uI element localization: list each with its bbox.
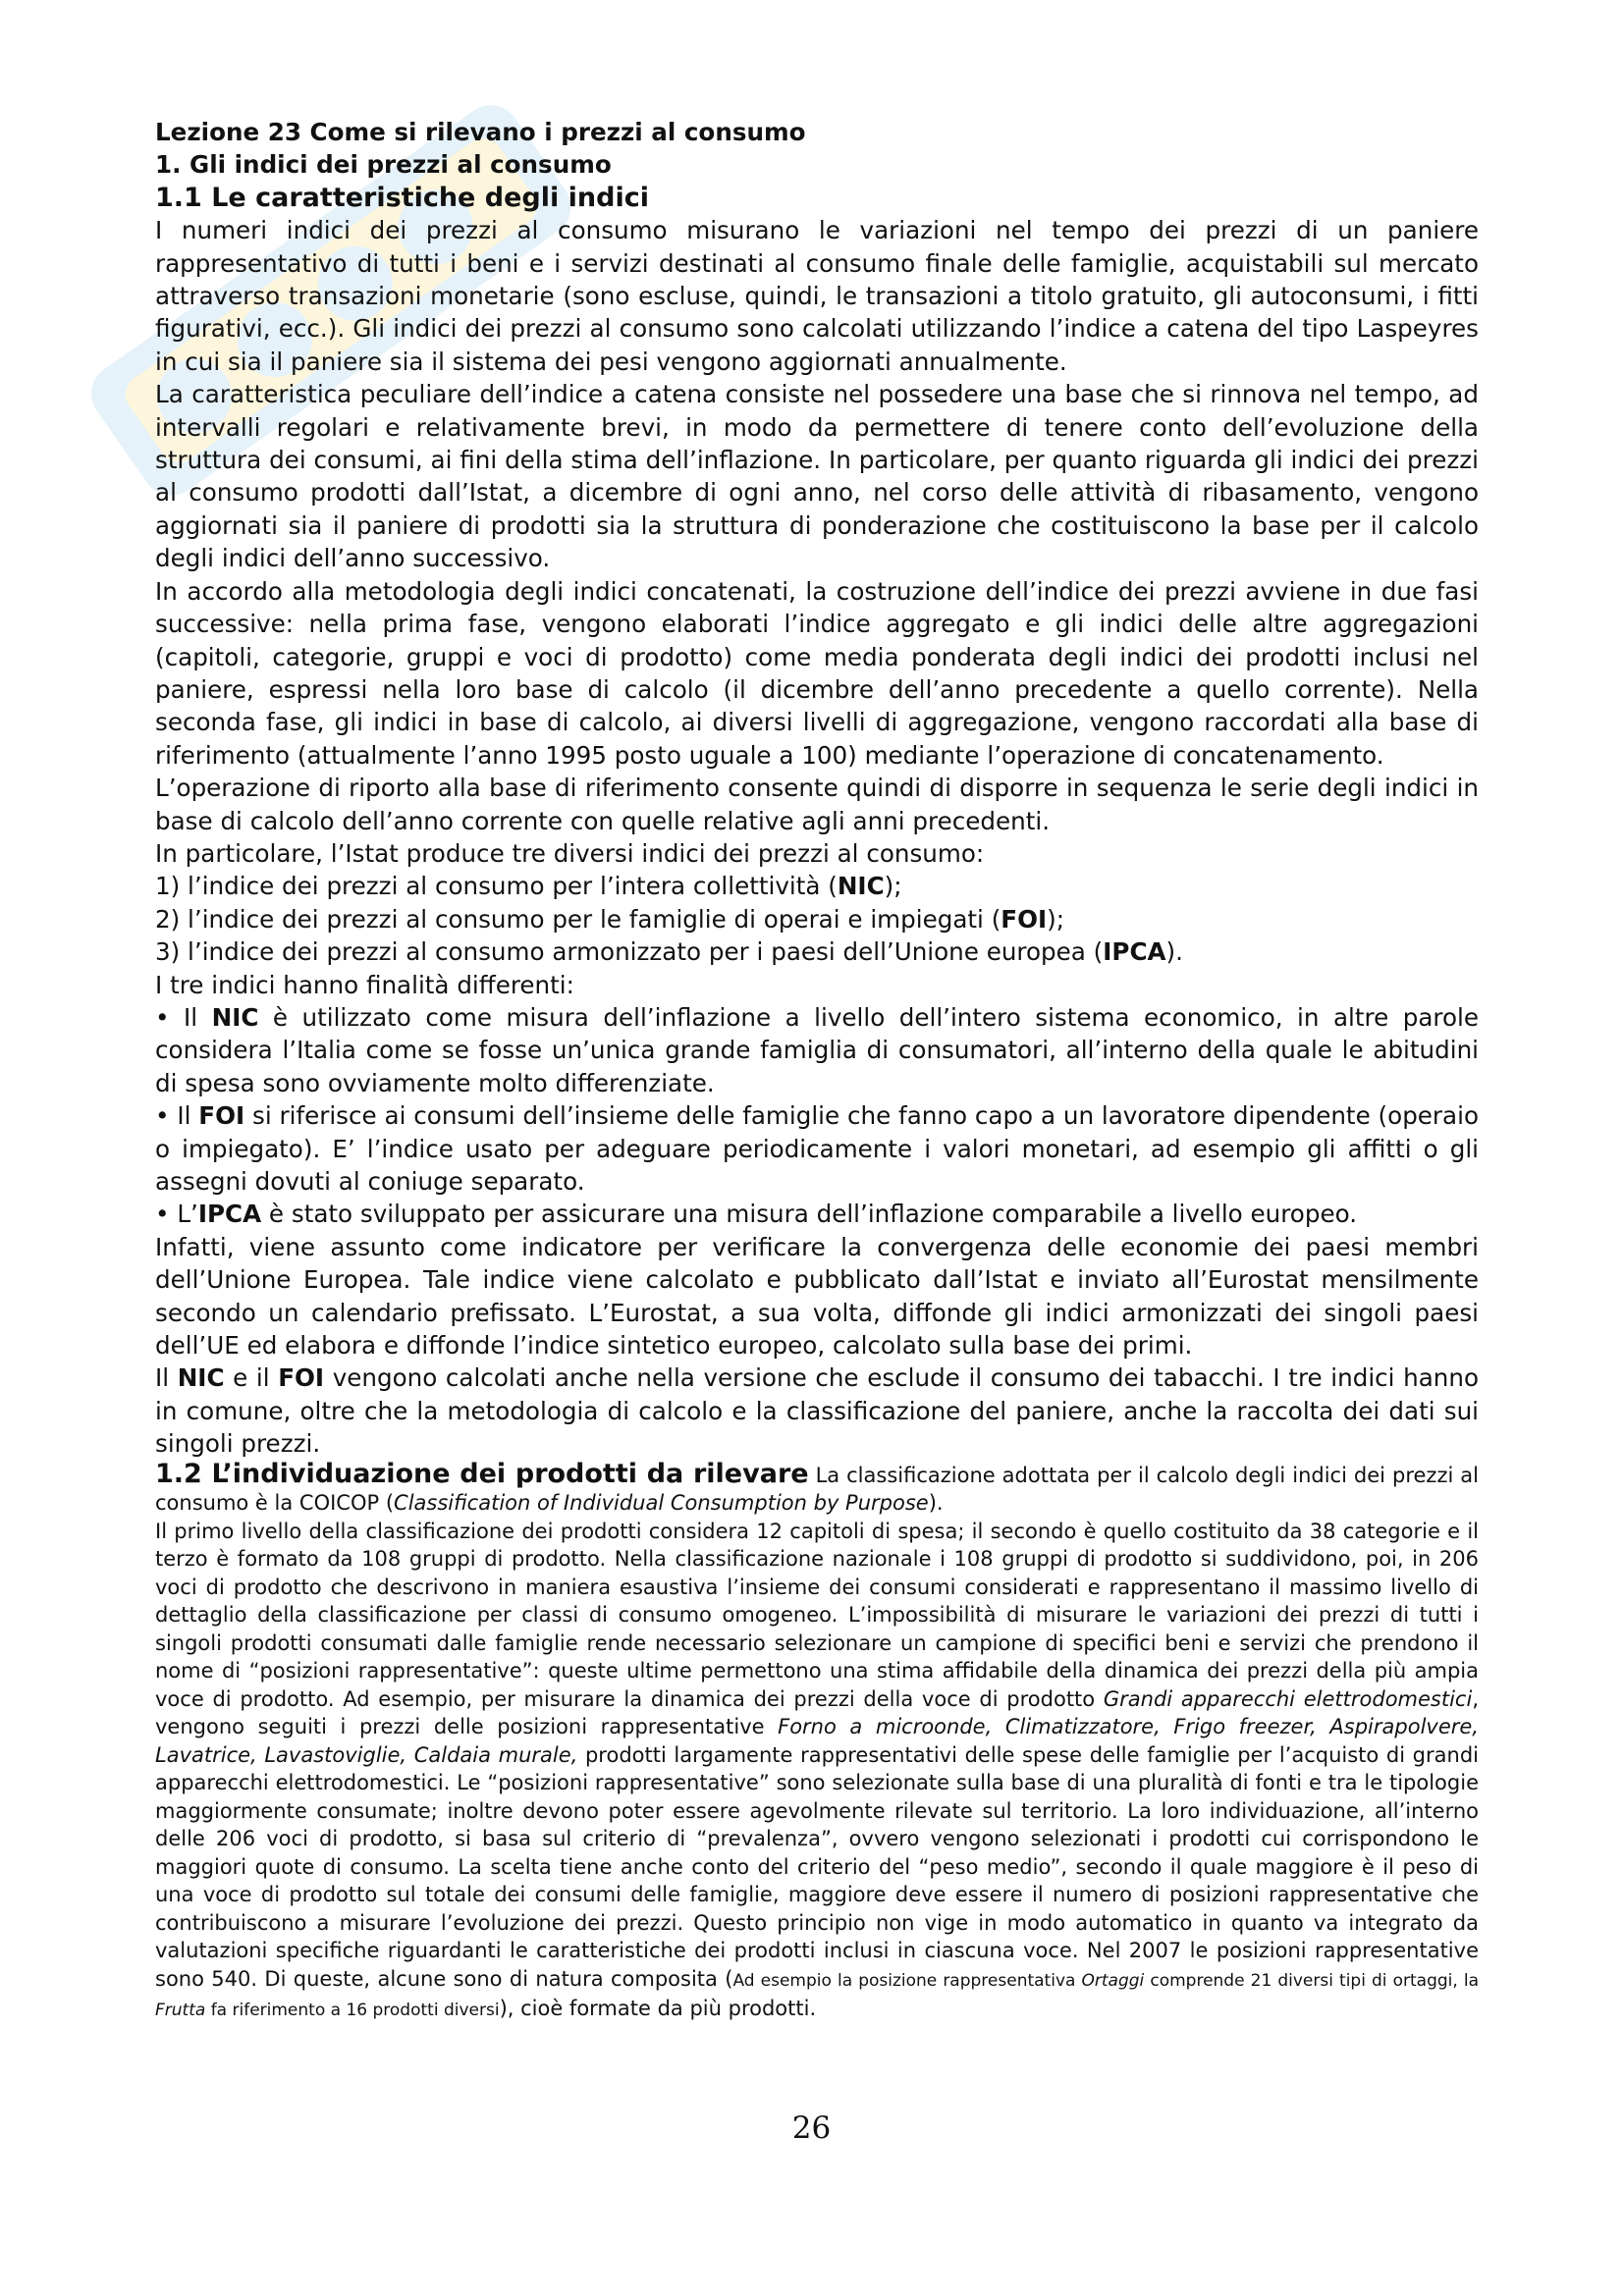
paragraph: L’operazione di riporto alla base di riferimento consente quindi di disporre in sequenza le serie degli indici in base di calcolo dell’anno corrente con quelle relative agli anni precedenti. (155, 774, 1479, 835)
paragraph: I tre indici hanno finalità differenti: (155, 970, 574, 999)
document-page (155, 116, 1479, 2025)
paragraph: Il NIC e il FOI vengono calcolati anche nella versione che esclude il consumo dei tabacchi. I tre indici hanno in comune, oltre che la metodologia di calcolo e la classificazione del paniere, anche la raccolta dei dati sui singoli prezzi. (155, 1363, 1480, 1459)
paragraph: Infatti, viene assunto come indicatore per verificare la convergenza delle economie dei paesi membri dell’Unione Europea. Tale indice viene calcolato e pubblicato dall’Istat e inviato all’Eurostat mensilmente secondo un calendario prefissato. L’Eurostat, a sua volta, diffonde gli indici armonizzati dei singoli paesi dell’UE ed elabora e diffonde l’indice sintetico europeo, calcolato sulla base dei primi. (155, 1232, 1479, 1361)
paragraph: La caratteristica peculiare dell’indice a catena consiste nel possedere una base che si rinnova nel tempo, ad intervalli regolari e relativamente brevi, in modo da permettere di tenere conto dell’evoluzione della struttura dei consumi, ai fini della stima dell’inflazione. In particolare, per quanto riguarda gli indici dei prezzi al consumo prodotti dall’Istat, a dicembre di ogni anno, nel corso delle attività di ribasamento, vengono aggiornati sia il paniere di prodotti sia la struttura di ponderazione che costituiscono la base per il calcolo degli indici dell’anno successivo. (155, 380, 1479, 573)
footnote-inline: Ad esempio la posizione rappresentativa Ortaggi comprende 21 diversi tipi di ortaggi, la Frutta fa riferimento a 16 prodotti diversi (155, 1970, 1480, 2021)
paragraph: Il primo livello della classificazione dei prodotti considera 12 capitoli di spesa; il secondo è quello costituito da 38 categorie e il terzo è formato da 108 gruppi di prodotto. Nella classificazione nazionale i 108 gruppi di prodotto si suddividono, poi, in 206 voci di prodotto che descrivono in maniera esaustiva l’insieme dei consumi considerati e rappresentano il massimo livello di dettaglio della classificazione per classi di consumo omogeneo. L’impossibilità di misurare le variazioni dei prezzi di tutti i singoli prodotti consumati dalle famiglie rende necessario selezionare un campione di specifici beni e servizi che prendono il nome di “posizioni rappresentative”: queste ultime permettono una stima affidabile della dinamica dei prezzi della più ampia voce di prodotto. Ad esempio, per misurare la dinamica dei prezzi della voce di prodotto Grandi apparecchi elettrodomestici, vengono seguiti i prezzi delle posizioni rappresentative Forno a microonde, Climatizzatore, Frigo freezer, Aspirapolvere, Lavatrice, Lavastoviglie, Caldaia murale, prodotti largamente rappresentativi delle spese delle famiglie per l’acquisto di grandi apparecchi elettrodomestici. Le “posizioni rappresentative” sono selezionate sulla base di una pluralità di fonti e tra le tipologie maggiormente consumate; inoltre devono poter essere agevolmente rilevate sul territorio. La loro individuazione, all’interno delle 206 voci di prodotto, si basa sul criterio di “prevalenza”, ovvero vengono selezionati i prodotti cui corrispondono le maggiori quote di consumo. La scelta tiene anche conto del criterio del “peso medio”, secondo il quale maggiore è il peso di una voce di prodotto sul totale dei consumi delle famiglie, maggiore deve essere il numero di posizioni rappresentative che contribuiscono a misurare l’evoluzione dei prezzi. Questo principio non vige in modo automatico in quanto va integrato da valutazioni specifiche riguardanti le caratteristiche dei prodotti inclusi in ciascuna voce. Nel 2007 le posizioni rappresentative sono 540. Di queste, alcune sono di natura composita (Ad esempio la posizione rappresentativa Ortaggi comprende 21 diversi tipi di ortaggi, la Frutta fa riferimento a 16 prodotti diversi), cioè formate da più prodotti. (155, 1519, 1480, 2021)
lesson-title: Lezione 23 Come si rilevano i prezzi al consumo (155, 118, 806, 146)
bullet-item: • L’IPCA è stato sviluppato per assicurare una misura dell’inflazione comparabile a livello europeo. (155, 1200, 1358, 1229)
subsection-heading: 1.2 L’individuazione dei prodotti da rilevare (155, 1458, 809, 1489)
section-heading: 1. Gli indici dei prezzi al consumo (155, 150, 612, 180)
bullet-item: • Il FOI si riferisce ai consumi dell’insieme delle famiglie che fanno capo a un lavoratore dipendente (operaio o impiegato). E’ l’indice usato per adeguare periodicamente i valori monetari, ad esempio gli affitti o gli assegni dovuti al coniuge separato. (155, 1101, 1479, 1196)
list-item: 1) l’indice dei prezzi al consumo per l’intera collettività (NIC); (155, 872, 902, 901)
paragraph: In particolare, l’Istat produce tre diversi indici dei prezzi al consumo: (155, 838, 985, 868)
list-item: 2) l’indice dei prezzi al consumo per le famiglie di operai e impiegati (FOI); (155, 904, 1065, 934)
paragraph: I numeri indici dei prezzi al consumo misurano le variazioni nel tempo dei prezzi di un paniere rappresentativo di tutti i beni e i servizi destinati al consumo finale delle famiglie, acquistabili sul mercato attraverso transazioni monetarie (sono escluse, quindi, le transazioni a titolo gratuito, gli autoconsumi, i fitti figurativi, ecc.). Gli indici dei prezzi al consumo sono calcolati utilizzando l’indice a catena del tipo Laspeyres in cui sia il paniere sia il sistema dei pesi vengono aggiornati annualmente. (155, 216, 1479, 376)
bullet-item: • Il NIC è utilizzato come misura dell’inflazione a livello dell’intero sistema economico, in altre parole considera l’Italia come se fosse un’unica grande famiglia di consumatori, all’interno della quale le abitudini di spesa sono ovviamente molto differenziate. (155, 1002, 1479, 1097)
subsection-heading: 1.1 Le caratteristiche degli indici (155, 182, 649, 213)
list-item: 3) l’indice dei prezzi al consumo armonizzato per i paesi dell’Unione europea (IPCA). (155, 937, 1183, 967)
page-number: 26 (791, 2110, 832, 2146)
paragraph: 1.2 L’individuazione dei prodotti da rilevare La classificazione adottata per il calcolo degli indici dei prezzi al consumo è la COICOP (Classification of Individual Consumption by Purpose). (155, 1458, 1480, 1516)
paragraph: In accordo alla metodologia degli indici concatenati, la costruzione dell’indice dei prezzi avviene in due fasi successive: nella prima fase, vengono elaborati l’indice aggregato e gli indici delle altre aggregazioni (capitoli, categorie, gruppi e voci di prodotto) come media ponderata degli indici dei prodotti inclusi nel paniere, espressi nella loro base di calcolo (il dicembre dell’anno precedente a quello corrente). Nella seconda fase, gli indici in base di calcolo, ai diversi livelli di aggregazione, vengono raccordati alla base di riferimento (attualmente l’anno 1995 posto uguale a 100) mediante l’operazione di concatenamento. (155, 576, 1479, 770)
